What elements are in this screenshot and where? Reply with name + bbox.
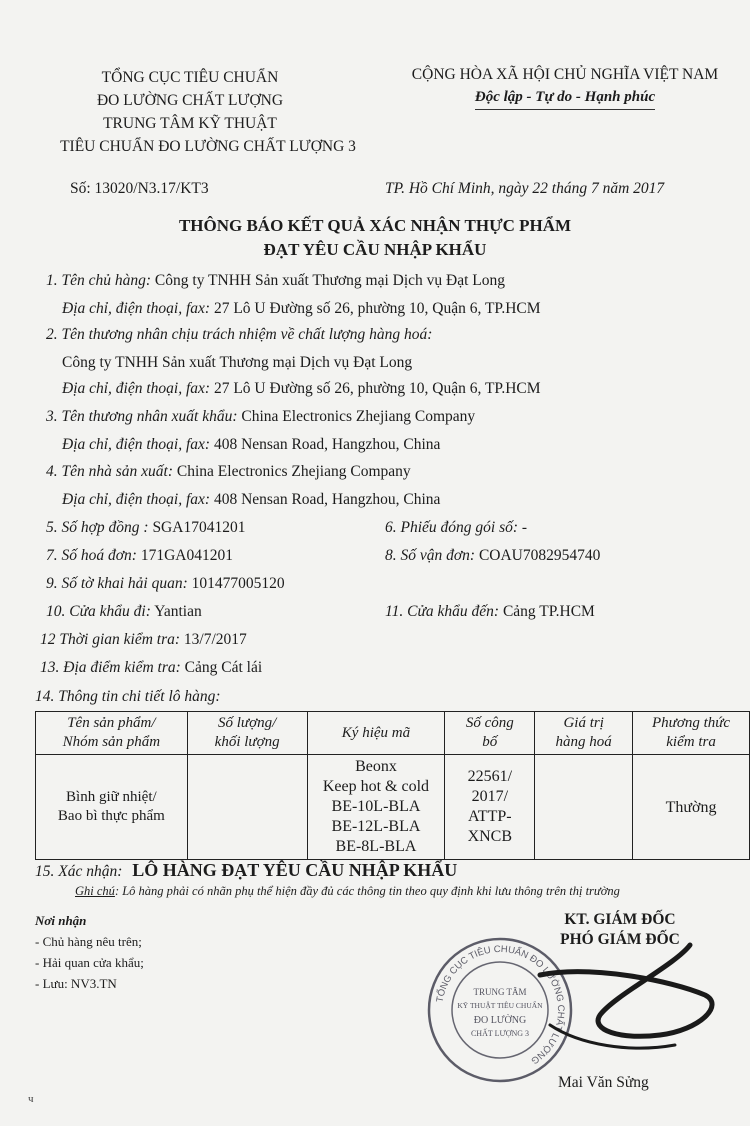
document-title-line-1: THÔNG BÁO KẾT QUẢ XÁC NHẬN THỰC PHẨM (178, 216, 572, 235)
republic-name: CỘNG HÒA XÃ HỘI CHỦ NGHĨA VIỆT NAM (411, 66, 719, 83)
agency-line-4: TIÊU CHUẨN ĐO LƯỜNG CHẤT LƯỢNG 3 (60, 138, 356, 155)
field-port-to-label: 11. Cửa khẩu đến: (385, 603, 500, 620)
field-port-to (385, 603, 595, 621)
document-number: Số: 13020/N3.17/KT3 (70, 180, 209, 197)
field-customs (46, 575, 285, 593)
field-responsible-address (62, 380, 541, 398)
corner-mark: ч (28, 1093, 34, 1105)
confirmation-value: LÔ HÀNG ĐẠT YÊU CẦU NHẬP KHẨU (132, 860, 458, 880)
field-exporter-address-label: Địa chỉ, điện thoại, fax: (62, 436, 211, 453)
document-date: TP. Hồ Chí Minh, ngày 22 tháng 7 năm 2017 (385, 180, 665, 197)
field-exporter-address (62, 436, 440, 454)
field-contract-value: SGA17041201 (152, 519, 246, 536)
agency-line-1: TỔNG CỤC TIÊU CHUẨN (101, 69, 279, 86)
header-codes: Ký hiệu mã (307, 712, 445, 755)
agency-line-2: ĐO LƯỜNG CHẤT LƯỢNG (96, 92, 284, 109)
field-packing-value: - (521, 519, 528, 536)
field-manufacturer-label: 4. Tên nhà sản xuất: (46, 463, 174, 480)
header-product: Tên sản phẩm/ Nhóm sản phẩm (36, 712, 188, 755)
field-bill-of-lading (385, 547, 600, 565)
recipient-item: - Lưu: NV3.TN (35, 976, 117, 991)
header-announcement: Số công bố (445, 712, 535, 755)
field-place-label: 13. Địa điểm kiểm tra: (40, 659, 181, 676)
field-customs-label: 9. Số tờ khai hải quan: (46, 575, 188, 592)
field-port-from-value: Yantian (154, 603, 202, 620)
field-responsible-address-value: 27 Lô U Đường số 26, phường 10, Quận 6, TP.HCM (213, 380, 541, 397)
document-title-line-2: ĐẠT YÊU CẦU NHẬP KHẨU (263, 240, 487, 259)
field-inspection-time (40, 631, 247, 649)
recipient-item: - Hải quan cửa khẩu; (35, 955, 144, 970)
field-exporter (46, 408, 475, 426)
cell-product: Bình giữ nhiệt/ Bao bì thực phẩm (36, 755, 188, 860)
cell-codes: Beonx Keep hot & cold BE-10L-BLA BE-12L-BLA BE-8L-BLA (307, 755, 445, 860)
goods-table (35, 711, 750, 860)
national-header (395, 64, 735, 110)
note-text: : Lô hàng phải có nhãn phụ thể hiện đầy đủ các thông tin theo quy định khi lưu thông trên thị trường (114, 884, 620, 898)
national-motto: Độc lập - Tự do - Hạnh phúc (475, 86, 655, 110)
field-manufacturer-address-value: 408 Nensan Road, Hangzhou, China (213, 491, 441, 508)
field-port-from-label: 10. Cửa khẩu đi: (46, 603, 151, 620)
field-bill-label: 8. Số vận đơn: (385, 547, 476, 564)
field-packing (385, 519, 527, 537)
field-responsible (46, 326, 432, 344)
field-port-from (46, 603, 202, 621)
table-header-row (36, 712, 750, 755)
field-contract-label: 5. Số hợp đồng : (46, 519, 149, 536)
handwritten-signature (430, 935, 730, 1065)
signatory-line-2: PHÓ GIÁM ĐỐC (560, 931, 680, 948)
field-owner-label: 1. Tên chủ hàng: (46, 272, 152, 289)
field-owner-address-label: Địa chỉ, điện thoại, fax: (62, 300, 211, 317)
stamp-ring-text: TỔNG CỤC TIÊU CHUẨN ĐO LƯỜNG CHẤT LƯỢNG (434, 943, 567, 1067)
field-responsible-address-label: Địa chỉ, điện thoại, fax: (62, 380, 211, 397)
field-details (35, 688, 221, 706)
field-owner-address-value: 27 Lô U Đường số 26, phường 10, Quận 6, TP.HCM (213, 300, 541, 317)
cell-value (535, 755, 633, 860)
note-label: Ghi chú (75, 884, 115, 898)
field-exporter-address-value: 408 Nensan Road, Hangzhou, China (213, 436, 441, 453)
field-manufacturer-value: China Electronics Zhejiang Company (176, 463, 411, 480)
field-port-to-value: Cảng TP.HCM (502, 603, 595, 620)
field-exporter-label: 3. Tên thương nhân xuất khẩu: (46, 408, 238, 425)
issuing-agency (40, 66, 356, 158)
field-manufacturer (46, 463, 411, 481)
field-details-label: 14. Thông tin chi tiết lô hàng: (35, 688, 221, 705)
field-invoice (46, 547, 233, 565)
field-place-value: Cảng Cát lái (184, 659, 263, 676)
header-value: Giá trị hàng hoá (535, 712, 633, 755)
stamp-text-3: ĐO LƯỜNG (473, 1015, 527, 1026)
note (75, 884, 620, 899)
confirmation-label: 15. Xác nhận: (35, 863, 123, 880)
agency-line-3: TRUNG TÂM KỸ THUẬT (103, 115, 277, 132)
cell-method: Thường (633, 755, 750, 860)
field-manufacturer-address-label: Địa chỉ, điện thoại, fax: (62, 491, 211, 508)
field-manufacturer-address (62, 491, 440, 509)
field-exporter-value: China Electronics Zhejiang Company (241, 408, 476, 425)
field-time-value: 13/7/2017 (183, 631, 247, 648)
field-time-label: 12 Thời gian kiểm tra: (40, 631, 181, 648)
field-invoice-label: 7. Số hoá đơn: (46, 547, 137, 564)
cell-announcement: 22561/ 2017/ ATTP- XNCB (445, 755, 535, 860)
recipients-heading: Nơi nhận (35, 913, 87, 928)
field-customs-value: 101477005120 (191, 575, 285, 592)
cell-quantity (187, 755, 307, 860)
stamp-text-4: CHẤT LƯỢNG 3 (470, 1029, 530, 1038)
stamp-text-2: KỸ THUẬT TIÊU CHUẨN (457, 1001, 543, 1010)
field-responsible-label: 2. Tên thương nhân chịu trách nhiệm về chất lượng hàng hoá: (46, 326, 433, 343)
field-owner-value: Công ty TNHH Sản xuất Thương mại Dịch vụ Đạt Long (154, 272, 506, 289)
field-inspection-place (40, 659, 262, 677)
header-method: Phương thức kiểm tra (633, 712, 750, 755)
recipient-item: - Chủ hàng nêu trên; (35, 934, 142, 949)
stamp-text-1: TRUNG TÂM (473, 987, 527, 997)
confirmation (35, 860, 457, 881)
field-invoice-value: 171GA041201 (140, 547, 233, 564)
field-bill-value: COAU7082954740 (478, 547, 601, 564)
signatory-line-1: KT. GIÁM ĐỐC (564, 911, 676, 928)
field-packing-label: 6. Phiếu đóng gói số: (385, 519, 519, 536)
recipients (35, 910, 144, 994)
field-responsible-value: Công ty TNHH Sản xuất Thương mại Dịch vụ Đạt Long (62, 354, 413, 371)
field-owner (46, 272, 505, 290)
signer-name: Mai Văn Sửng (558, 1074, 649, 1091)
field-owner-address (62, 300, 541, 318)
header-quantity: Số lượng/ khối lượng (187, 712, 307, 755)
table-row (36, 755, 750, 860)
field-contract (46, 519, 245, 537)
